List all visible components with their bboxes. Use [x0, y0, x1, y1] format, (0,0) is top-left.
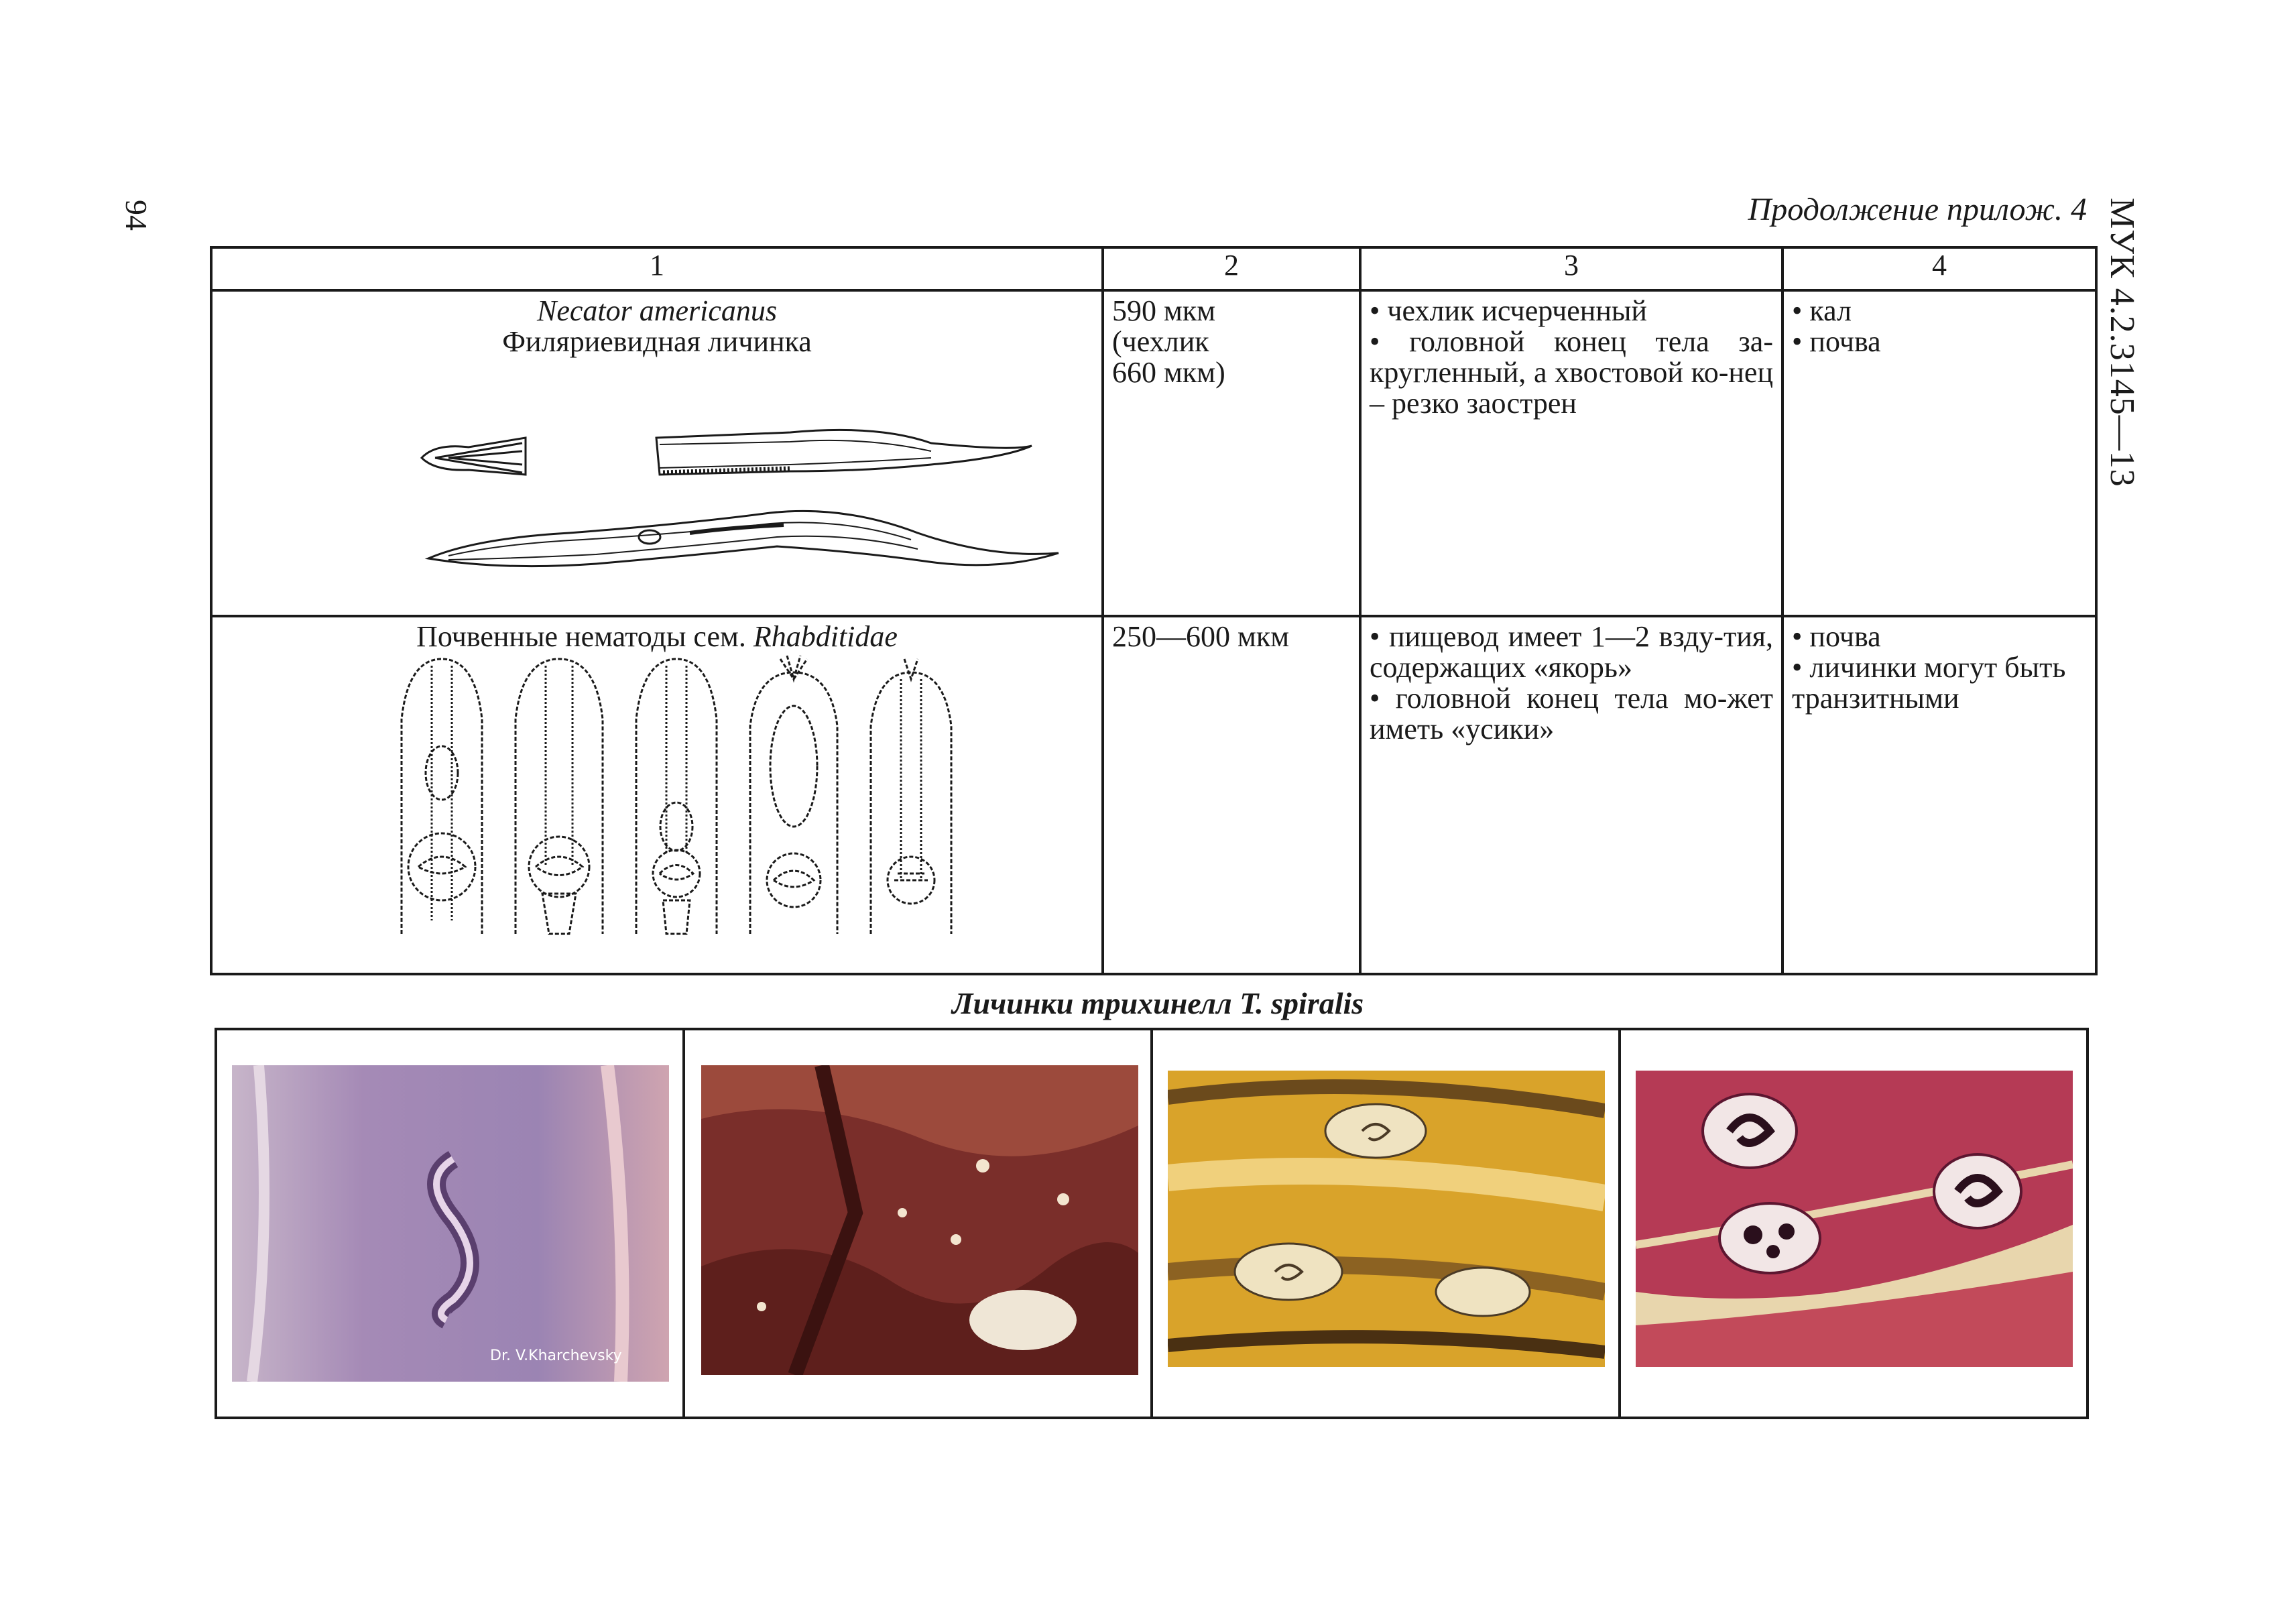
feature-item: • пищевод имеет 1—2 взду-тия, содержащих «якорь»	[1370, 620, 1773, 684]
organism-cell	[211, 290, 1103, 616]
photo-cell	[1621, 1030, 2086, 1417]
document-code: МУК 4.2.3145—13	[2103, 198, 2141, 487]
column-header-4: 4	[1783, 247, 2096, 290]
source-item: • почва	[1792, 620, 1881, 653]
table-header-row	[211, 247, 2096, 290]
organism-latin-name: Necator americanus	[536, 294, 778, 327]
rhabditidae-drawings	[221, 652, 1092, 947]
features-cell	[1360, 290, 1783, 616]
feature-item: • головной конец тела мо-жет иметь «усики»	[1370, 682, 1773, 745]
encysted-larvae-photo	[1636, 1071, 2073, 1367]
photo-cell	[1153, 1030, 1621, 1417]
helminth-table	[210, 246, 2098, 975]
source-cell	[1783, 616, 2096, 974]
histology-larva-photo	[232, 1065, 669, 1382]
organism-family-prefix: Почвенные нематоды сем.	[416, 620, 753, 653]
organism-cell	[211, 616, 1103, 974]
photo-cell	[685, 1030, 1153, 1417]
table-row	[211, 290, 2096, 616]
source-item: • почва	[1792, 325, 1881, 358]
size-note: (чехлик	[1112, 325, 1209, 358]
column-header-2: 2	[1103, 247, 1360, 290]
size-note: 660 мкм)	[1112, 356, 1225, 389]
trichinella-photo-strip	[215, 1028, 2089, 1419]
size-value: 590 мкм	[1112, 294, 1216, 327]
size-value: 250—600 мкм	[1112, 620, 1290, 653]
stained-muscle-capsule-photo	[1168, 1071, 1605, 1367]
photo-caption: Личинки трихинелл T. spiralis	[952, 986, 1364, 1020]
size-cell	[1103, 290, 1360, 616]
feature-item: • головной конец тела за-кругленный, а хвостовой ко-нец – резко заострен	[1370, 325, 1773, 420]
infected-meat-photo	[701, 1065, 1138, 1375]
column-header-1: 1	[211, 247, 1103, 290]
features-cell	[1360, 616, 1783, 974]
photo-watermark: Dr. V.Kharchevsky	[490, 1347, 622, 1364]
necator-larva-drawing	[221, 357, 1092, 599]
source-item: • личинки могут быть транзитными	[1792, 651, 2066, 715]
organism-latin-name: Rhabditidae	[753, 620, 898, 653]
source-cell	[1783, 290, 2096, 616]
photo-cell	[217, 1030, 685, 1417]
feature-item: • чехлик исчерченный	[1370, 294, 1647, 327]
size-cell	[1103, 616, 1360, 974]
column-header-3: 3	[1360, 247, 1783, 290]
page-number: 94	[119, 200, 154, 231]
continuation-label: Продолжение прилож. 4	[1748, 192, 2087, 227]
source-item: • кал	[1792, 294, 1852, 327]
table-row	[211, 616, 2096, 974]
organism-stage: Филяриевидная личинка	[502, 325, 812, 358]
